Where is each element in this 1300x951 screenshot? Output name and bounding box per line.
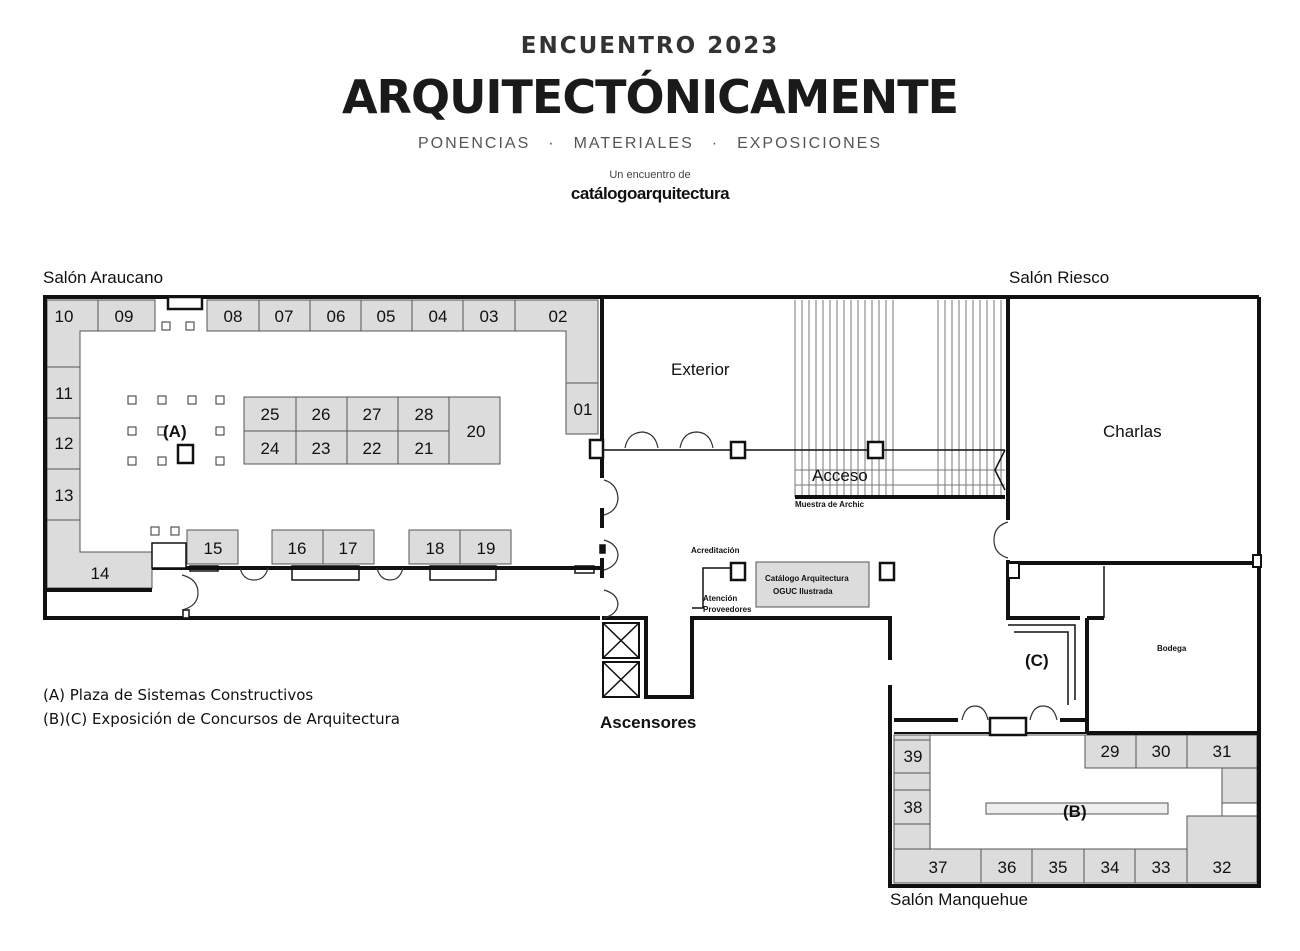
stand-16: 16 (287, 539, 307, 558)
label-acceso: Acceso (812, 466, 868, 485)
stand-38: 38 (903, 798, 923, 817)
label-oguc: OGUC Ilustrada (773, 587, 833, 596)
stand-01: 01 (573, 400, 593, 419)
stand-32: 32 (1212, 858, 1232, 877)
zone-c-label: (C) (1025, 651, 1049, 670)
stand-03: 03 (479, 307, 499, 326)
event-title: ARQUITECTÓNICAMENTE (341, 70, 959, 124)
stand-35: 35 (1048, 858, 1068, 877)
organizer-intro: Un encuentro de (609, 169, 691, 181)
stand-14: 14 (90, 564, 110, 583)
stand-26: 26 (311, 405, 331, 424)
stand-29: 29 (1100, 742, 1120, 761)
label-muestra: Muestra de Archic (795, 500, 865, 509)
stand-28: 28 (414, 405, 434, 424)
label-proveedores: Proveedores (703, 605, 752, 614)
legend-a: (A) Plaza de Sistemas Constructivos (43, 686, 314, 704)
stand-25: 25 (260, 405, 280, 424)
stand-02: 02 (548, 307, 568, 326)
stand-23: 23 (311, 439, 331, 458)
stand-12: 12 (54, 434, 74, 453)
stand-04: 04 (428, 307, 448, 326)
stand-05: 05 (376, 307, 396, 326)
catalogo-desk (756, 562, 869, 607)
stand-27: 27 (362, 405, 382, 424)
legend-bc: (B)(C) Exposición de Concursos de Arquitectura (43, 710, 400, 728)
event-edition: ENCUENTRO 2023 (520, 33, 780, 59)
label-charlas: Charlas (1103, 422, 1162, 441)
room-araucano: Salón Araucano (43, 268, 164, 287)
stand-37: 37 (928, 858, 948, 877)
event-tagline: PONENCIAS · MATERIALES · EXPOSICIONES (418, 135, 882, 152)
stand-20: 20 (466, 422, 486, 441)
tag-materiales: MATERIALES (573, 135, 694, 152)
stand-17: 17 (338, 539, 358, 558)
stand-31: 31 (1212, 742, 1232, 761)
stand-06: 06 (326, 307, 346, 326)
label-ascensores: Ascensores (600, 713, 697, 732)
label-bodega: Bodega (1157, 644, 1187, 653)
organizer-logo: catálogoarquitectura (570, 184, 730, 203)
stand-11: 11 (55, 384, 73, 403)
stand-07: 07 (274, 307, 294, 326)
room-riesco: Salón Riesco (1009, 268, 1110, 287)
tag-ponencias: PONENCIAS (418, 135, 531, 152)
stand-19: 19 (476, 539, 496, 558)
stand-15: 15 (203, 539, 223, 558)
stand-34: 34 (1100, 858, 1120, 877)
label-exterior: Exterior (671, 360, 730, 379)
room-manquehue: Salón Manquehue (890, 890, 1029, 909)
stand-08: 08 (223, 307, 243, 326)
stand-24: 24 (260, 439, 280, 458)
zone-b-label: (B) (1063, 802, 1087, 821)
stand-18: 18 (425, 539, 445, 558)
stand-13: 13 (54, 486, 74, 505)
stand-21: 21 (414, 439, 434, 458)
stand-33: 33 (1151, 858, 1171, 877)
zone-a-label: (A) (163, 422, 187, 441)
label-atencion: Atención (703, 594, 738, 603)
stand-22: 22 (362, 439, 382, 458)
stand-39: 39 (903, 747, 923, 766)
stand-30: 30 (1151, 742, 1171, 761)
stand-09: 09 (114, 307, 134, 326)
stand-36: 36 (997, 858, 1017, 877)
label-catalogo: Catálogo Arquitectura (765, 574, 849, 583)
stand-10: 10 (54, 307, 74, 326)
label-acreditacion: Acreditación (691, 546, 740, 555)
tag-exposiciones: EXPOSICIONES (737, 135, 882, 152)
